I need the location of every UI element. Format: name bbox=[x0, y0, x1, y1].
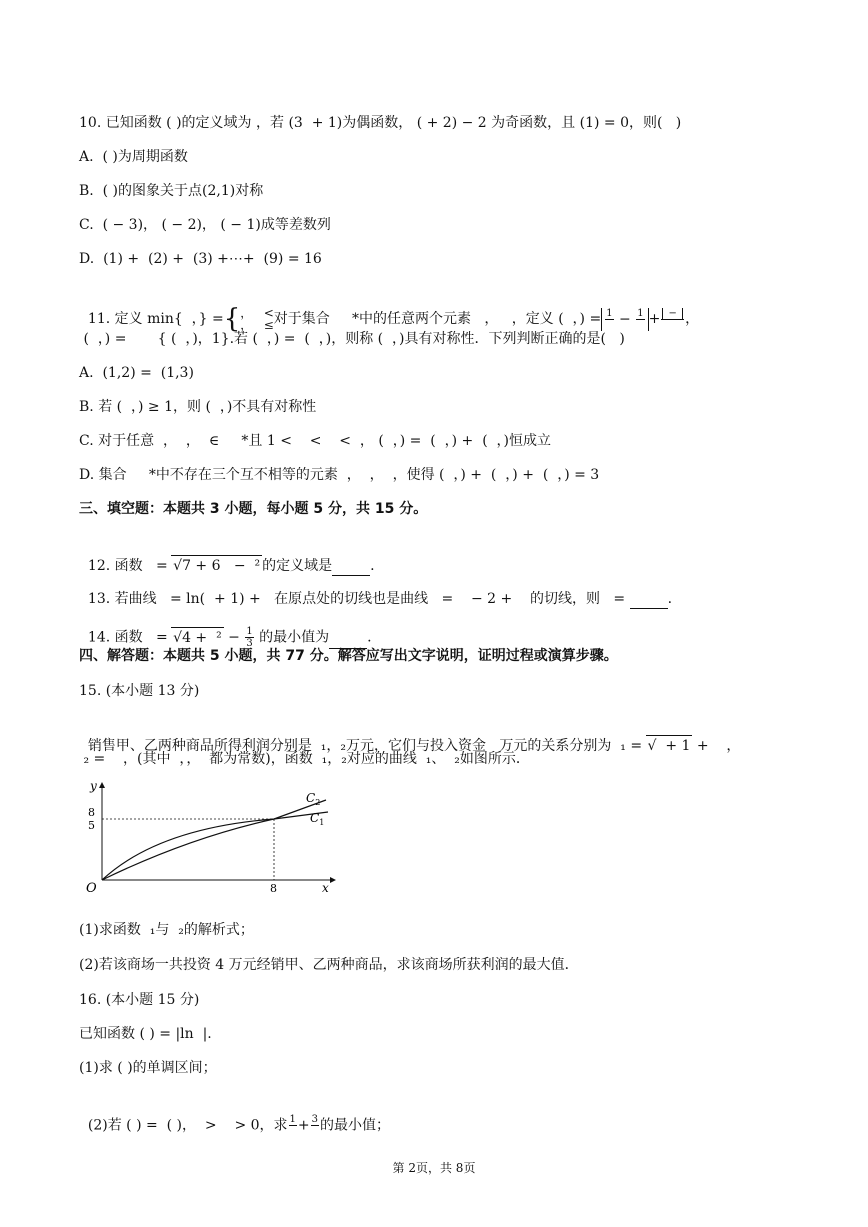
q11-option-c: C. 对于任意 ， ， ∈ *且 1 < < < ， ( ，) = ( ，) + ( ，)恒成立 bbox=[79, 433, 552, 449]
q11-case-1: ， < bbox=[240, 306, 274, 320]
q11-stem bbox=[79, 287, 700, 334]
q14-frac: $\frac{1}{3}$ bbox=[246, 626, 253, 649]
q11-set-def: 对于集合 *中的任意两个元素 ， ，定义 ( ，) = bbox=[273, 311, 602, 327]
q11-frac-abs: − bbox=[661, 308, 684, 331]
q16-title: 16. (本小题 15 分) bbox=[79, 992, 200, 1008]
q11-option-a: A. (1,2) = (1,3) bbox=[79, 365, 194, 381]
q10-option-a: A. ( )为周期函数 bbox=[79, 149, 188, 165]
q11-cases bbox=[240, 307, 274, 331]
x-tick-8: 8 bbox=[270, 882, 277, 895]
q13-text: 13. 若曲线 = ln( + 1) + 在原点处的切线也是曲线 = − 2 + 的切线，则 = bbox=[87, 591, 626, 607]
x-axis-label: x bbox=[322, 881, 329, 895]
q11-case-2: ， ≤ bbox=[240, 318, 274, 332]
q14: 14. 函数 = √4 + ² − $\frac{1}{3}$ 的最小值为 . bbox=[87, 626, 372, 649]
q16-sub-1: (1)求 ( )的单调区间； bbox=[79, 1060, 217, 1076]
q16-frac-2: 3 bbox=[311, 1114, 319, 1125]
curve-c2 bbox=[102, 800, 326, 880]
q10-option-b: B. ( )的图象关于点(2,1)对称 bbox=[79, 183, 264, 199]
q11-frac-2: 1 bbox=[637, 307, 644, 319]
curve-c1 bbox=[102, 812, 328, 880]
plus-sign: + bbox=[648, 311, 661, 327]
q15-paragraph-1: 销售甲、乙两种商品所得利润分别是 ₁，₂万元，它们与投入资金 万元的关系分别为 ₁ = √ + 1 + ， bbox=[79, 715, 740, 756]
curve-c2-label: $C_2$ bbox=[306, 791, 321, 807]
q12-text: 的定义域是 bbox=[262, 558, 333, 574]
q14-sqrt: √4 + ² bbox=[171, 627, 224, 648]
q12-label: 12. 函数 = bbox=[87, 558, 168, 574]
q13-answer-blank bbox=[630, 594, 668, 609]
q16-sub-2: (2)若 ( ) = ( )， > > 0，求 1 + 3 的最小值； bbox=[79, 1094, 390, 1137]
q15-title: 15. (本小题 13 分) bbox=[79, 683, 200, 699]
q11-min-def: 11. 定义 min{ ，} = bbox=[87, 311, 224, 327]
y-tick-8: 8 bbox=[88, 806, 95, 819]
q10-option-d: D. (1) + (2) + (3) +⋯+ (9) = 16 bbox=[79, 251, 322, 267]
q11-abs-frac: 1 − 1 bbox=[601, 308, 648, 331]
q15-sqrt: √ + 1 bbox=[646, 735, 693, 756]
q13: 13. 若曲线 = ln( + 1) + 在原点处的切线也是曲线 = − 2 + 的切线，则 = . bbox=[87, 591, 673, 607]
q14-text: 的最小值为 bbox=[254, 629, 330, 646]
q10-stem: 10. 已知函数 ( )的定义域为 ，若 (3 + 1)为偶函数， ( + 2) − 2 为奇函数，且 (1) = 0，则( ) bbox=[79, 115, 682, 131]
y-axis-arrow bbox=[99, 782, 105, 788]
page-footer: 第 2页，共 8页 bbox=[392, 1161, 476, 1175]
q11-option-d: D. 集合 *中不存在三个互不相等的元素 ， ， ，使得 ( ，) + ( ，) + ( ，) = 3 bbox=[79, 467, 600, 483]
q11-stem-line2: ( ，) = { ( ，)，1}.若 ( ，) = ( ，)，则称 ( ，)具有对称性．下列判断正确的是( ) bbox=[79, 331, 625, 347]
q15-sub-2: (2)若该商场一共投资 4 万元经销甲、乙两种商品，求该商场所获利润的最大值． bbox=[79, 957, 579, 973]
x-axis-arrow bbox=[330, 877, 336, 883]
q15-function-graph bbox=[78, 778, 340, 908]
origin-label: O bbox=[86, 881, 97, 896]
y-tick-5: 5 bbox=[88, 819, 95, 832]
q12-sqrt: √7 + 6 − ² bbox=[171, 555, 262, 576]
q11-option-b: B. 若 ( ，) ≥ 1，则 ( ，)不具有对称性 bbox=[79, 399, 317, 415]
q16-frac-1: 1 bbox=[289, 1114, 296, 1125]
q11-frac-1: 1 bbox=[606, 307, 613, 319]
q16-stem: 已知函数 ( ) = |ln |. bbox=[79, 1026, 212, 1042]
q10-option-c: C. ( − 3)， ( − 2)， ( − 1)成等差数列 bbox=[79, 217, 331, 233]
curve-c1-label: $C_1$ bbox=[310, 811, 325, 827]
q15-paragraph-2: ₂ = ，(其中 ，， 都为常数)，函数 ₁，₂对应的曲线 ₁、 ₂如图所示． bbox=[79, 751, 530, 767]
q14-label: 14. 函数 = bbox=[87, 629, 168, 646]
q12: 12. 函数 = √7 + 6 − ² 的定义域是 . bbox=[79, 535, 375, 576]
comma: ， bbox=[685, 311, 700, 327]
section-4-heading: 四、解答题：本题共 5 小题，共 77 分。解答应写出文字说明，证明过程或演算步骤。 bbox=[79, 648, 618, 664]
q15-sub-1: (1)求函数 ₁与 ₂的解析式； bbox=[79, 922, 254, 938]
section-3-heading: 三、填空题：本题共 3 小题，每小题 5 分，共 15 分。 bbox=[79, 501, 428, 517]
y-axis-label: y bbox=[90, 779, 97, 793]
left-brace: { bbox=[223, 304, 241, 334]
